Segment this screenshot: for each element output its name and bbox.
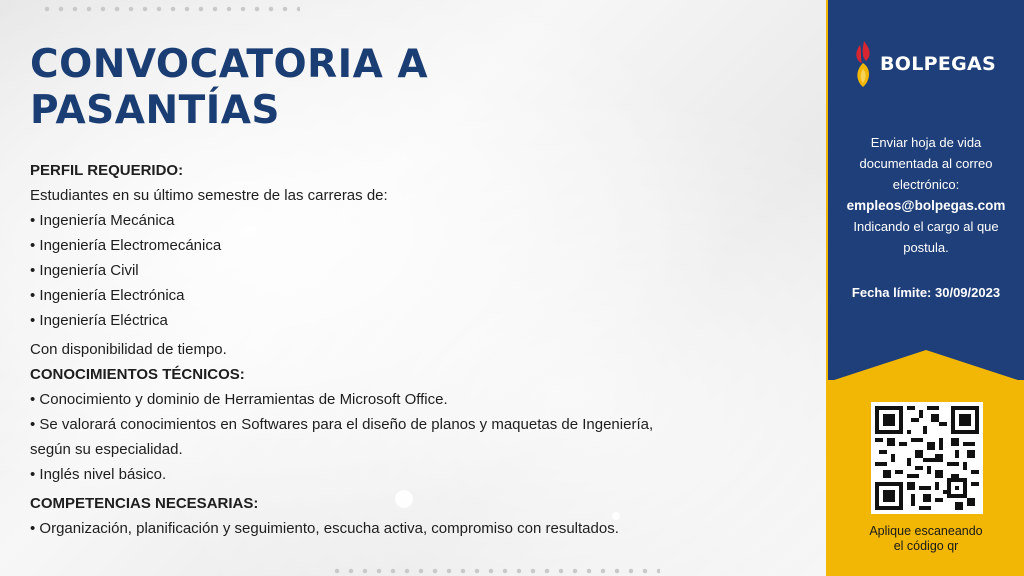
qr-code[interactable] xyxy=(871,402,983,514)
title-line: CONVOCATORIA A xyxy=(30,42,429,87)
list-item: • Ingeniería Electrónica xyxy=(30,287,185,304)
logo-text: BOLPEGAS xyxy=(880,53,997,75)
info-line: Enviar hoja de vida xyxy=(870,135,982,150)
qr-caption-line: el código qr xyxy=(893,539,959,553)
application-instructions xyxy=(828,132,1024,258)
list-item: • Ingeniería Electromecánica xyxy=(30,237,222,254)
info-line: Indicando el cargo al que xyxy=(853,219,999,234)
list-item: • Ingeniería Civil xyxy=(30,262,139,279)
sidebar xyxy=(826,0,1024,576)
competencias-heading: COMPETENCIAS NECESARIAS: xyxy=(30,495,259,512)
yellow-accent xyxy=(828,350,1024,382)
list-item: según su especialidad. xyxy=(30,441,183,458)
deadline-text: Fecha límite: 30/09/2023 xyxy=(851,285,1001,300)
list-item: • Inglés nivel básico. xyxy=(30,466,167,483)
flame-logo-icon xyxy=(850,39,876,89)
decorative-dots xyxy=(40,4,300,14)
email-link[interactable]: empleos@bolpegas.com xyxy=(846,198,1006,213)
qr-caption-line: Aplique escaneando xyxy=(869,524,983,538)
list-item: • Se valorará conocimientos en Softwares para el diseño de planos y maquetas de Ingeniería, xyxy=(30,416,654,433)
list-item: • Ingeniería Mecánica xyxy=(30,212,175,229)
list-item: • Conocimiento y dominio de Herramientas de Microsoft Office. xyxy=(30,391,448,408)
info-line: electrónico: xyxy=(892,177,960,192)
company-logo xyxy=(850,38,996,90)
conocimientos-heading: CONOCIMIENTOS TÉCNICOS: xyxy=(30,366,245,383)
perfil-intro: Estudiantes en su último semestre de las carreras de: xyxy=(30,187,388,204)
info-line: documentada al correo xyxy=(859,156,993,171)
page-title xyxy=(30,42,550,134)
list-item: • Organización, planificación y seguimiento, escucha activa, compromiso con resultados. xyxy=(30,520,619,537)
qr-code-icon xyxy=(875,406,979,510)
title-line: PASANTÍAS xyxy=(30,88,280,133)
availability-text: Con disponibilidad de tiempo. xyxy=(30,341,227,358)
decorative-dots xyxy=(330,566,660,576)
info-line: postula. xyxy=(903,240,949,255)
perfil-heading: PERFIL REQUERIDO: xyxy=(30,162,184,179)
qr-caption xyxy=(828,524,1024,554)
job-description xyxy=(30,158,810,541)
list-item: • Ingeniería Eléctrica xyxy=(30,312,168,329)
